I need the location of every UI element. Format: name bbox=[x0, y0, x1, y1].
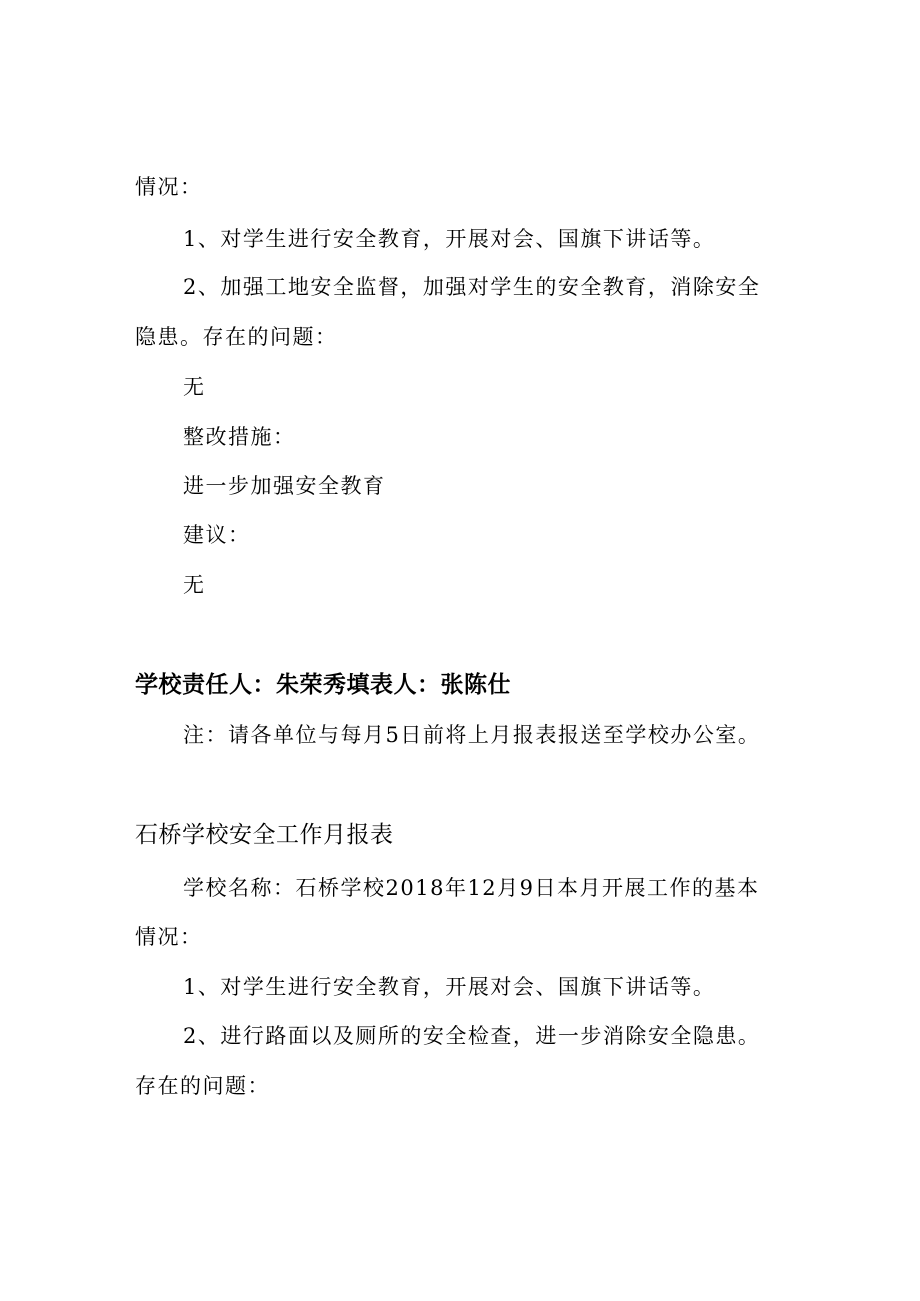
problems-value: 无 bbox=[183, 375, 206, 399]
submission-note: 注：请各单位与每月5日前将上月报表报送至学校办公室。 bbox=[183, 723, 761, 747]
measures-label: 整改措施： bbox=[183, 425, 296, 449]
signature-line: 学校责任人：朱荣秀填表人：张陈仕 bbox=[135, 672, 511, 698]
work-item-1: 1、对学生进行安全教育，开展对会、国旗下讲话等。 bbox=[183, 227, 716, 251]
work-item-2-line-2: 隐患。存在的问题： bbox=[135, 325, 338, 349]
report-problems-label: 存在的问题： bbox=[135, 1074, 270, 1098]
work-item-2-line-1: 2、加强工地安全监督，加强对学生的安全教育，消除安全 bbox=[183, 275, 761, 299]
report-work-item-1: 1、对学生进行安全教育，开展对会、国旗下讲话等。 bbox=[183, 975, 716, 999]
suggestions-value: 无 bbox=[183, 573, 206, 597]
status-tail: 情况： bbox=[135, 175, 203, 199]
school-info-line-1: 学校名称：石桥学校2018年12月9日本月开展工作的基本 bbox=[183, 876, 760, 900]
school-info-line-2: 情况： bbox=[135, 925, 203, 949]
report-title: 石桥学校安全工作月报表 bbox=[135, 822, 394, 848]
suggestions-label: 建议： bbox=[183, 523, 251, 547]
measures-value: 进一步加强安全教育 bbox=[183, 474, 386, 498]
report-work-item-2: 2、进行路面以及厕所的安全检查，进一步消除安全隐患。 bbox=[183, 1024, 761, 1048]
